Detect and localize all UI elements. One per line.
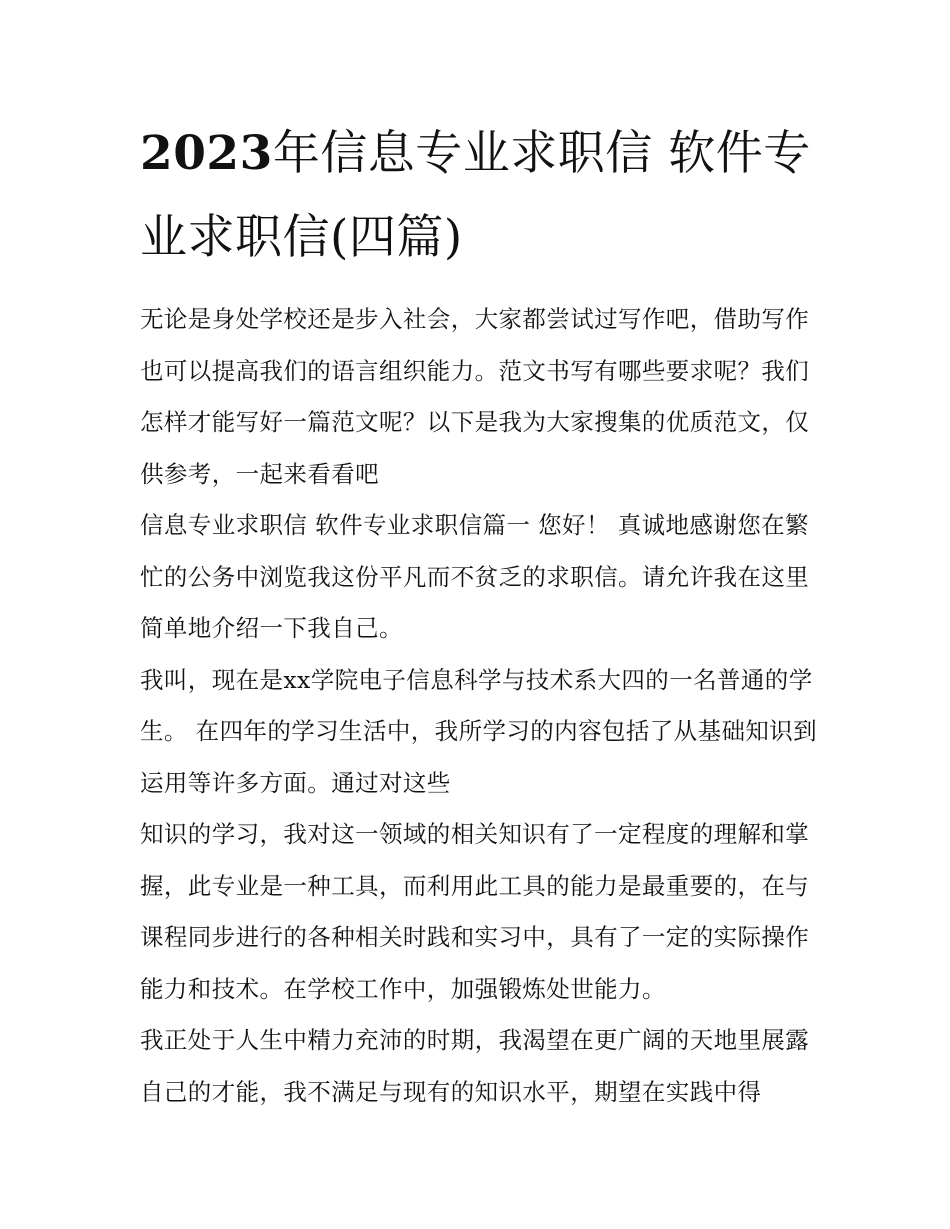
paragraph-greeting: 信息专业求职信 软件专业求职信篇一 您好！ 真诚地感谢您在繁忙的公务中浏览我这份平凡而不贫乏的求职信。请允许我在这里简单地介绍一下我自己。 [140, 511, 810, 642]
paragraph-knowledge: 知识的学习，我对这一领域的相关知识有了一定程度的理解和掌握，此专业是一种工具，而利用此工具的能力是最重要的，在与课程同步进行的各种相关时践和实习中，具有了一定的实际操作能力和技术。在学校工作中，加强锻炼处世能力。 [140, 820, 810, 1003]
paragraph-self-intro: 我叫，现在是xx学院电子信息科学与技术系大四的一名普通的学生。 在四年的学习生活中，我所学习的内容包括了从基础知识到运用等许多方面。通过对这些 [140, 665, 818, 797]
title-year: 2023 [140, 126, 273, 181]
paragraph-aspiration: 我正处于人生中精力充沛的时期，我渴望在更广阔的天地里展露自己的才能，我不满足与现有的知识水平，期望在实践中得 [140, 1026, 810, 1106]
title-text: 年信息专业求职信 软件专业求职信(四篇) [140, 126, 811, 265]
paragraph-intro: 无论是身处学校还是步入社会，大家都尝试过写作吧，借助写作也可以提高我们的语言组织能力。范文书写有哪些要求呢？我们怎样才能写好一篇范文呢？以下是我为大家搜集的优质范文，仅供参考，一起来看看吧 [140, 305, 810, 488]
document-title [140, 112, 820, 280]
document-page [140, 112, 820, 1118]
